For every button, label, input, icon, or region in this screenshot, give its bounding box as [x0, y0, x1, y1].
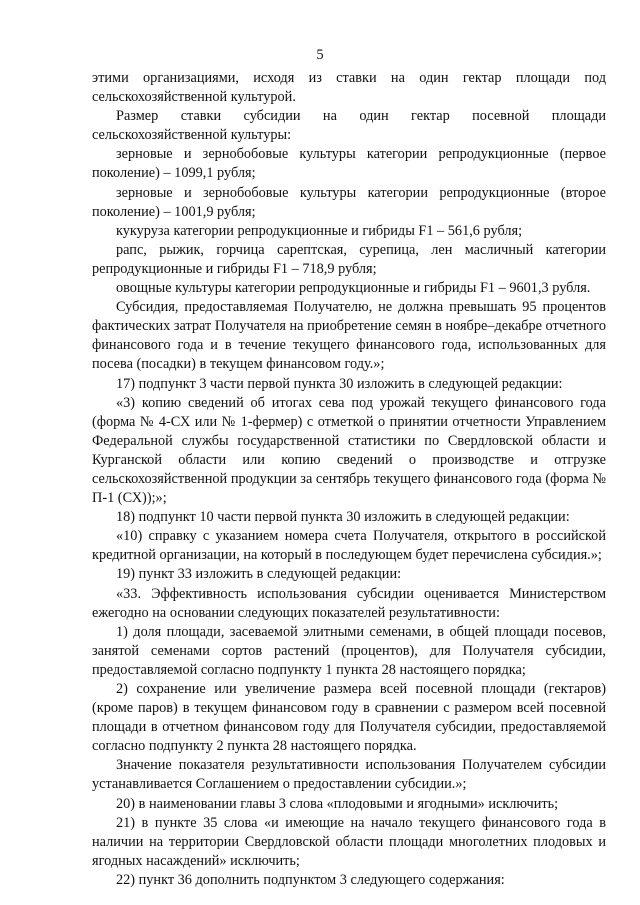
page-number: 5	[316, 47, 324, 63]
paragraph-rate-grain-second: зерновые и зернобобовые культуры категории репродукционные (второе поколение) – 1001,9 рубля;	[92, 184, 606, 220]
paragraph-item-18-text: «10) справку с указанием номера счета Получателя, открытого в российской кредитной организации, на который в последующем будет перечислена субсидия.»;	[92, 528, 606, 564]
paragraph-rate-heading: Размер ставки субсидии на один гектар посевной площади сельскохозяйственной культуры:	[92, 108, 606, 144]
paragraph-indicator-value: Значение показателя результативности использования Получателем субсидии устанавливается Соглашением о предоставлении субсидии.»;	[92, 757, 606, 793]
paragraph-item-22: 22) пункт 36 дополнить подпунктом 3 следующего содержания:	[116, 871, 505, 888]
paragraph-item-21: 21) в пункте 35 слова «и имеющие на начало текущего финансового года в наличии на территории Свердловской области площади многолетних плодовых и ягодных насаждений» исключить;	[92, 814, 606, 869]
paragraph-subsidy-limit: Субсидия, предоставляемая Получателю, не должна превышать 95 процентов фактических затрат Получателя на приобретение семян в ноябре–декабре отчетного финансового года и в течение текущего финансового года, использованных для посева (посадки) в текущем финансовом году.»;	[92, 299, 606, 373]
paragraph-item-17-text: «3) копию сведений об итогах сева под урожай текущего финансового года (форма № 4-СХ или № 1-фермер) с отметкой о принятии отчетности Управлением Федеральной службы государственной статистики по Свердловской области и Курганской области или копию сведений о производстве и отгрузке сельскохозяйственной продукции за сентябрь текущего финансового года (форма № П-1 (СХ));»;	[92, 394, 606, 507]
paragraph-item-20: 20) в наименовании главы 3 слова «плодовыми и ягодными» исключить;	[116, 795, 559, 812]
paragraph-continuation: этими организациями, исходя из ставки на один гектар площади под сельскохозяйственной культурой.	[92, 70, 606, 106]
document-body	[92, 69, 606, 890]
paragraph-indicator-1: 1) доля площади, засеваемой элитными семенами, в общей площади посевов, занятой семенами сортов растений (процентов), для Получателя субсидии, предоставляемой согласно подпункту 1 пункта 28 настоящего порядка;	[92, 623, 606, 678]
paragraph-rate-vegetables: овощные культуры категории репродукционные и гибриды F1 – 9601,3 рубля.	[116, 280, 591, 297]
paragraph-rate-grain-first: зерновые и зернобобовые культуры категории репродукционные (первое поколение) – 1099,1 рубля;	[92, 146, 606, 182]
paragraph-item-33-text: «33. Эффективность использования субсидии оценивается Министерством ежегодно на основании следующих показателей результативности:	[92, 585, 606, 621]
paragraph-item-17: 17) подпункт 3 части первой пункта 30 изложить в следующей редакции:	[116, 375, 563, 392]
paragraph-rate-corn: кукуруза категории репродукционные и гибриды F1 – 561,6 рубля;	[116, 222, 523, 239]
paragraph-item-18: 18) подпункт 10 части первой пункта 30 изложить в следующей редакции:	[116, 509, 570, 526]
paragraph-rate-oilseeds: рапс, рыжик, горчица сарептская, сурепица, лен масличный категории репродукционные и гибриды F1 – 718,9 рубля;	[92, 241, 606, 277]
paragraph-item-19: 19) пункт 33 изложить в следующей редакции:	[116, 566, 402, 583]
paragraph-indicator-2: 2) сохранение или увеличение размера всей посевной площади (гектаров) (кроме паров) в текущем финансовом году в сравнении с размером всей посевной площади в отчетном финансовом году для Получателя субсидии, предоставляемой согласно подпункту 2 пункта 28 настоящего порядка.	[92, 681, 606, 755]
